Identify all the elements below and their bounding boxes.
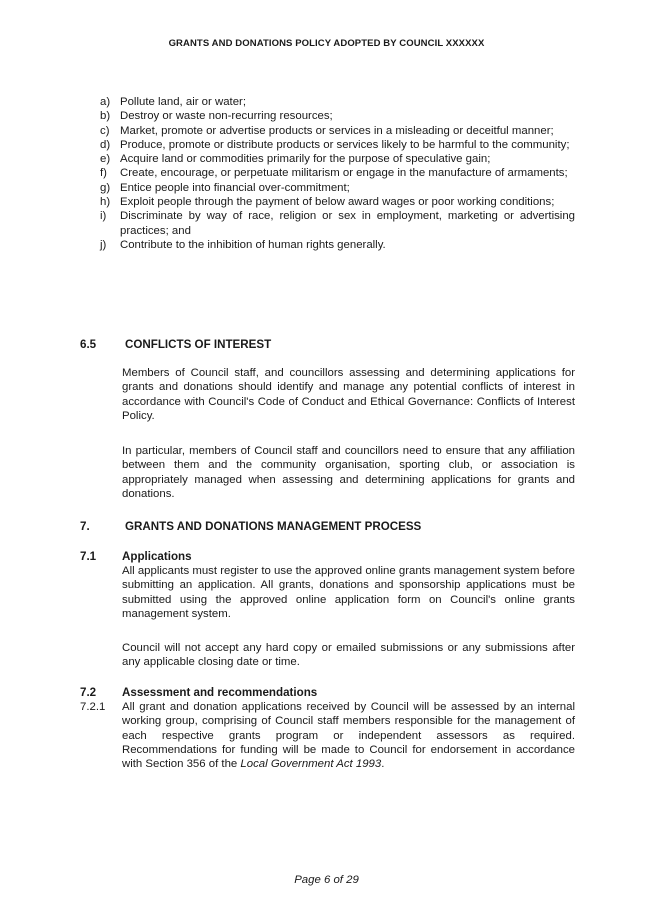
section-6-5-paragraph-1: Members of Council staff, and councillors assessing and determining applications for grants and donations should identify and manage any potential conflicts of interest in accordance with Council's Code of Conduct and Ethical Governance: Conflicts of Interest Policy. [122, 367, 575, 422]
list-item [100, 109, 575, 123]
list-text: Produce, promote or distribute products or services likely to be harmful to the community; [120, 138, 570, 151]
list-text: Destroy or waste non-recurring resources; [120, 110, 333, 123]
section-number: 6.5 [80, 338, 97, 351]
section-7-2-heading [80, 686, 317, 699]
list-item [100, 95, 575, 109]
list-item [100, 181, 575, 195]
clause-text-end: . [381, 758, 385, 771]
section-title: Applications [122, 550, 192, 563]
section-7-heading [80, 520, 421, 533]
section-title: CONFLICTS OF INTEREST [125, 338, 272, 351]
list-text: Acquire land or commodities primarily for the purpose of speculative gain; [120, 153, 491, 166]
clause-7-2-1 [80, 700, 575, 771]
list-marker: a) [100, 96, 111, 108]
list-item [100, 238, 575, 252]
list-text: Discriminate by way of race, religion or sex in employment, marketing or advertising practices; and [120, 210, 575, 237]
document-header: GRANTS AND DONATIONS POLICY ADOPTED BY COUNCIL XXXXXX [168, 38, 485, 49]
section-number: 7.2 [80, 686, 97, 699]
act-name: Local Government Act 1993 [240, 758, 382, 771]
list-marker: j) [100, 238, 107, 251]
list-text: Create, encourage, or perpetuate militarism or engage in the manufacture of armaments; [120, 167, 568, 180]
list-marker: i) [100, 210, 107, 223]
section-7-1-paragraph-2: Council will not accept any hard copy or emailed submissions or any submissions after any applicable closing date or time. [122, 642, 575, 669]
section-title: Assessment and recommendations [122, 686, 318, 699]
list-marker: g) [100, 181, 111, 194]
clause-text-main: All grant and donation applications received by Council will be assessed by an internal working group, comprising of Council staff members responsible for the management of each respective grants program or independent assessors as required. Recommendations for funding will be made to Council for endorsement in accordance with Section 356 of the [122, 701, 575, 771]
list-text: Market, promote or advertise products or services in a misleading or deceitful manner; [120, 124, 554, 137]
list-marker: h) [100, 196, 111, 209]
restrictions-list [100, 95, 575, 252]
list-item [100, 166, 575, 180]
section-title: GRANTS AND DONATIONS MANAGEMENT PROCESS [125, 520, 422, 533]
list-text: Exploit people through the payment of below award wages or poor working conditions; [120, 196, 555, 209]
list-item [100, 124, 575, 138]
clause-number: 7.2.1 [80, 701, 106, 713]
list-item [100, 209, 575, 238]
list-marker: b) [100, 110, 111, 123]
section-6-5-paragraph-2: In particular, members of Council staff and councillors need to ensure that any affiliation between them and the community organisation, sporting club, or association is appropriately managed when assessing and determining applications for grants and donations. [122, 445, 575, 500]
list-item [100, 138, 575, 152]
list-text: Contribute to the inhibition of human rights generally. [120, 238, 386, 251]
list-text: Entice people into financial over-commitment; [120, 181, 350, 194]
section-number: 7. [80, 520, 90, 533]
list-marker: d) [100, 138, 111, 151]
list-item [100, 195, 575, 209]
list-item [100, 152, 575, 166]
section-6-5-heading [80, 338, 271, 351]
clause-text [122, 700, 575, 771]
list-text: Pollute land, air or water; [120, 96, 246, 108]
page-number: Page 6 of 29 [294, 874, 359, 886]
section-number: 7.1 [80, 550, 97, 563]
list-marker: e) [100, 153, 111, 166]
list-marker: c) [100, 124, 110, 137]
list-marker: f) [100, 167, 107, 180]
section-7-1-paragraph-1: All applicants must register to use the approved online grants management system before submitting an application. All grants, donations and sponsorship applications must be submitted using the approved online application form on Council's online grants management system. [122, 565, 575, 620]
section-7-1-heading [80, 550, 192, 563]
